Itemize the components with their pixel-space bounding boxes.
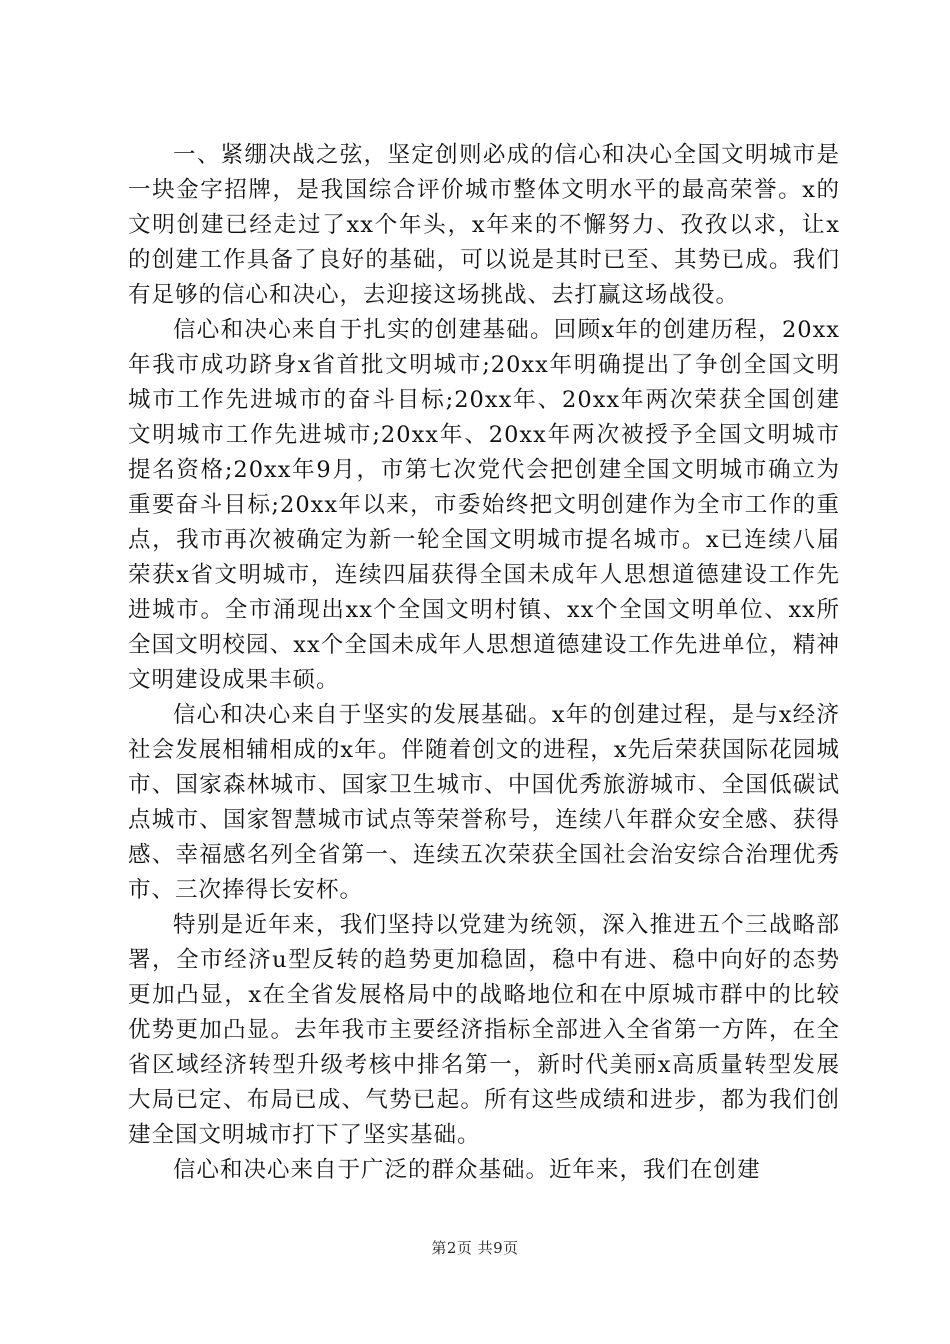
page-number-footer: 第2页 共9页	[431, 1239, 519, 1257]
paragraph-2: 信心和决心来自于扎实的创建基础。回顾x年的创建历程，20xx年我市成功跻身x省首批文明城市;20xx年明确提出了争创全国文明城市工作先进城市的奋斗目标;20xx年、20xx年两次荣获全国创建文明城市工作先进城市;20xx年、20xx年两次被授予全国文明城市提名资格;20xx年9月，市第七次党代会把创建全国文明城市确立为重要奋斗目标;20xx年以来，市委始终把文明创建作为全市工作的重点，我市再次被确定为新一轮全国文明城市提名城市。x已连续八届荣获x省文明城市，连续四届获得全国未成年人思想道德建设工作先进城市。全市涌现出xx个全国文明村镇、xx个全国文明单位、xx所全国文明校园、xx个全国未成年人思想道德建设工作先进单位，精神文明建设成果丰硕。	[128, 317, 840, 693]
document-body	[128, 138, 840, 1188]
paragraph-4: 特别是近年来，我们坚持以党建为统领，深入推进五个三战略部署，全市经济u型反转的趋势更加稳固，稳中有进、稳中向好的态势更加凸显，x在全省发展格局中的战略地位和在中原城市群中的比较优势更加凸显。去年我市主要经济指标全部进入全省第一方阵，在全省区域经济转型升级考核中排名第一，新时代美丽x高质量转型发展大局已定、布局已成、气势已起。所有这些成绩和进步，都为我们创建全国文明城市打下了坚实基础。	[128, 912, 840, 1148]
paragraph-1: 一、紧绷决战之弦，坚定创则必成的信心和决心全国文明城市是一块金字招牌，是我国综合评价城市整体文明水平的最高荣誉。x的文明创建已经走过了xx个年头，x年来的不懈努力、孜孜以求，让x的创建工作具备了良好的基础，可以说是其时已至、其势已成。我们有足够的信心和决心，去迎接这场挑战、去打赢这场战役。	[128, 142, 840, 308]
paragraph-5: 信心和决心来自于广泛的群众基础。近年来，我们在创建	[173, 1157, 761, 1183]
paragraph-3: 信心和决心来自于坚实的发展基础。x年的创建过程，是与x经济社会发展相辅相成的x年。伴随着创文的进程，x先后荣获国际花园城市、国家森林城市、国家卫生城市、中国优秀旅游城市、全国低碳试点城市、国家智慧城市试点等荣誉称号，连续八年群众安全感、获得感、幸福感名列全省第一、连续五次荣获全国社会治安综合治理优秀市、三次捧得长安杯。	[128, 702, 840, 903]
